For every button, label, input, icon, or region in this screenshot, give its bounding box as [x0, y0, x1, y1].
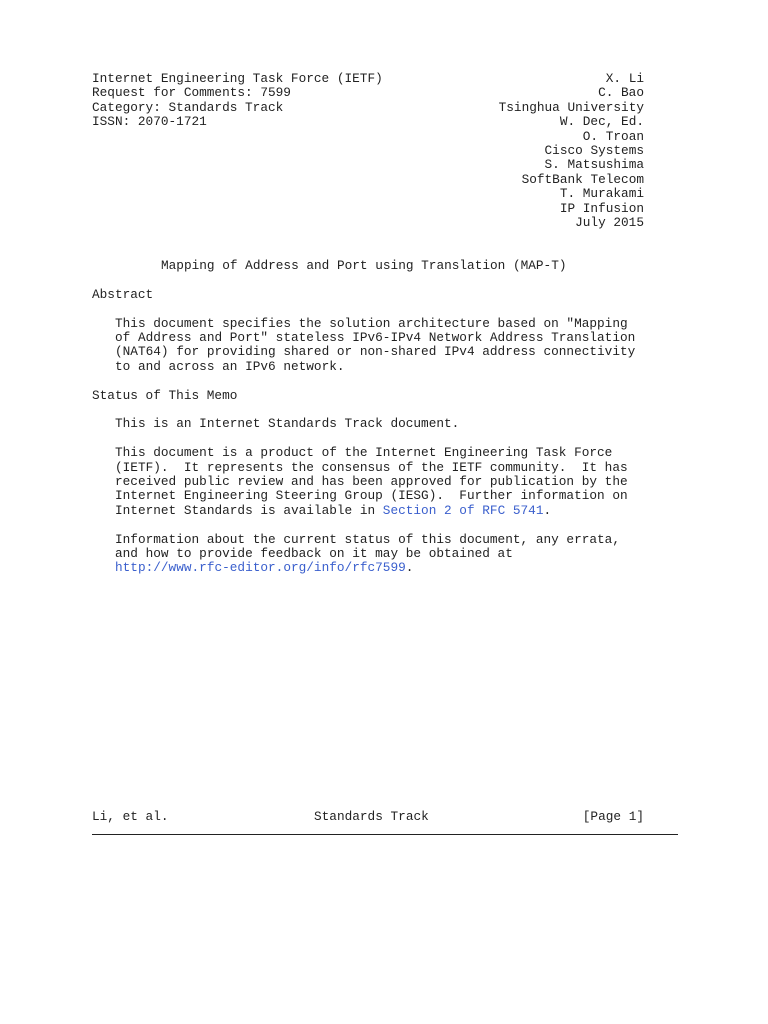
status-line: Internet Engineering Steering Group (IESG). Further information on — [115, 488, 628, 504]
page-divider — [92, 834, 678, 835]
header-left: Category: Standards Track — [92, 99, 284, 115]
footer-authors: Li, et al. — [92, 809, 169, 824]
header-author-line: T. Murakami — [559, 186, 644, 202]
header-right: C. Bao — [598, 85, 644, 101]
status-line: This document is a product of the Internet Engineering Task Force — [115, 445, 613, 461]
status-para-2 — [92, 446, 644, 518]
rfc-editor-info-link[interactable]: http://www.rfc-editor.org/info/rfc7599 — [115, 560, 406, 576]
header-author-line: S. Matsushima — [544, 157, 644, 173]
status-para-3 — [92, 533, 644, 576]
header-row — [92, 72, 644, 86]
status-line: (IETF). It represents the consensus of the IETF community. It has — [115, 459, 628, 475]
page-footer — [92, 809, 644, 825]
header-author-line: IP Infusion — [559, 200, 644, 216]
header-right: W. Dec, Ed. — [559, 114, 644, 130]
document-title: Mapping of Address and Port using Translation (MAP-T) — [161, 258, 567, 274]
abstract-line: This document specifies the solution architecture based on "Mapping — [115, 315, 628, 331]
header-right: Tsinghua University — [498, 99, 644, 115]
header-row — [92, 115, 644, 129]
header-author-line: O. Troan — [582, 128, 644, 144]
abstract-body — [92, 317, 644, 375]
header-right: X. Li — [605, 71, 644, 86]
header-left: ISSN: 2070-1721 — [92, 114, 207, 130]
status-line — [92, 561, 644, 575]
status-line-punct: . — [543, 502, 552, 518]
rfc-header — [92, 72, 644, 230]
status-line-text: Internet Standards is available in — [115, 502, 383, 518]
header-row — [92, 101, 644, 115]
header-author-line: Cisco Systems — [544, 142, 644, 158]
header-author-line: SoftBank Telecom — [521, 171, 644, 187]
status-line: and how to provide feedback on it may be obtained at — [115, 545, 513, 561]
abstract-line: of Address and Port" stateless IPv6-IPv4 Network Address Translation — [115, 330, 636, 346]
abstract-heading: Abstract — [92, 286, 154, 302]
abstract-line: (NAT64) for providing shared or non-shared IPv4 address connectivity — [115, 344, 636, 360]
header-left: Request for Comments: 7599 — [92, 85, 291, 101]
abstract-line: to and across an IPv6 network. — [115, 358, 345, 374]
rfc-page — [92, 72, 644, 576]
status-line — [92, 504, 644, 518]
status-para-1: This is an Internet Standards Track document. — [115, 416, 460, 432]
status-line: received public review and has been approved for publication by the — [115, 473, 628, 489]
status-line: Information about the current status of this document, any errata, — [115, 531, 620, 547]
status-heading: Status of This Memo — [92, 387, 238, 403]
header-left: Internet Engineering Task Force (IETF) — [92, 71, 383, 86]
header-date: July 2015 — [575, 214, 644, 230]
rfc5741-section-link[interactable]: Section 2 of RFC 5741 — [382, 502, 544, 518]
footer-category: Standards Track — [314, 809, 429, 824]
footer-page-number: [Page 1] — [582, 809, 644, 824]
header-row — [92, 86, 644, 100]
status-line-punct: . — [405, 560, 414, 576]
